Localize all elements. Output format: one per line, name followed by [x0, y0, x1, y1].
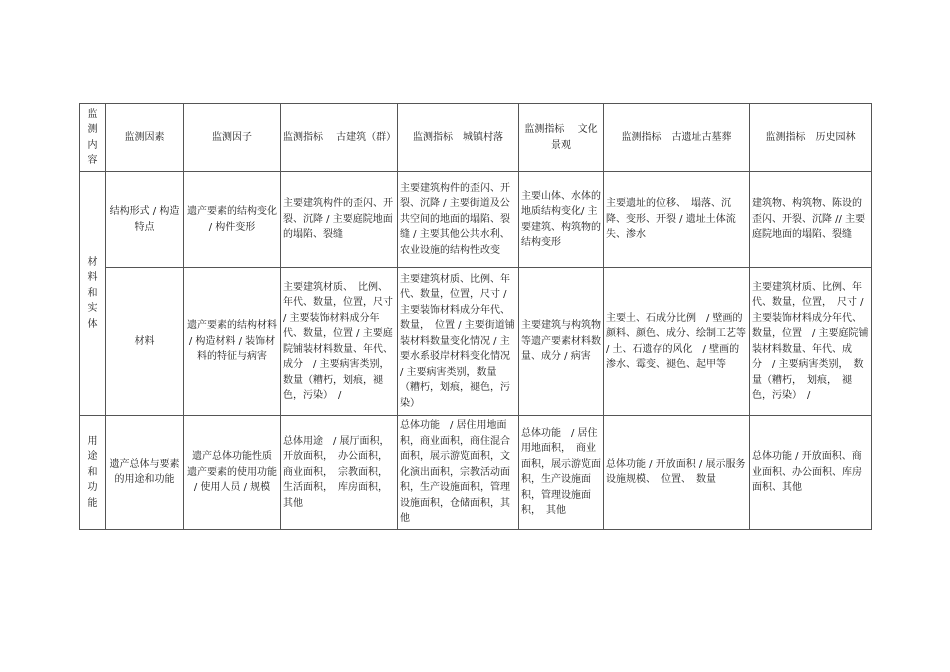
group-label-function: 用途和功能	[80, 416, 106, 530]
cell-towns-villages: 主要建筑构件的歪闪、开裂、沉降 / 主要街道及公共空间的地面的塌陷、裂缝 / 主要其他公共水利、农业设施的结构性改变	[398, 172, 519, 268]
cell-towns-villages: 主要建筑材质、比例、年代、数量，位置，尺寸 / 主要装饰材料成分年代、数量， 位置 / 主要街道铺装材料数量变化情况 / 主要水系驳岸材料变化情况 / 主要病害类别，数量（糟朽，划痕，褪色，污染）	[398, 268, 519, 416]
cell-ancient-buildings: 主要建筑材质、 比例、年代、数量，位置，尺寸 / 主要装饰材料成分年代、数量，位置 / 主要庭院铺装材料数量、年代、成分 / 主要病害类别， 数量（糟朽，划痕，褪色，污染） /	[281, 268, 398, 416]
header-cultural-landscape: 监测指标 文化景观	[519, 104, 604, 172]
header-towns-villages: 监测指标 城镇村落	[398, 104, 519, 172]
cell-sites-tombs: 总体功能 / 开放面积 / 展示服务设施规模、 位置、 数量	[604, 416, 750, 530]
cell-ancient-buildings: 总体用途 / 展厅面积，开放面积， 办公面积，商业面积， 宗教面积，生活面积， 库房面积，其他	[281, 416, 398, 530]
cell-item: 遗产总体功能性质 遗产要素的使用功能 / 使用人员 / 规模	[184, 416, 281, 530]
group-label-material: 材料和实体	[80, 172, 106, 416]
cell-cultural-landscape: 主要建筑与构筑物等遗产要素材料数量、成分 / 病害	[519, 268, 604, 416]
cell-towns-villages: 总体功能 / 居住用地面积，商业面积，商住混合面积，展示游览面积，文化演出面积，宗教活动面积，生产设施面积，管理设施面积，仓储面积，其他	[398, 416, 519, 530]
cell-ancient-buildings: 主要建筑构件的歪闪、开裂、沉降 / 主要庭院地面的塌陷、裂缝	[281, 172, 398, 268]
cell-cultural-landscape: 主要山体、水体的地质结构变化/ 主要建筑、构筑物的结构变形	[519, 172, 604, 268]
cell-factor: 遗产总体与要素的用途和功能	[106, 416, 184, 530]
cell-cultural-landscape: 总体功能 / 居住用地面积， 商业面积，展示游览面积，生产设施面积，管理设施面积， 其他	[519, 416, 604, 530]
table-row	[80, 268, 872, 416]
header-ancient-buildings: 监测指标 古建筑（群）	[281, 104, 398, 172]
cell-item: 遗产要素的结构变化 / 构件变形	[184, 172, 281, 268]
header-row	[80, 104, 872, 172]
header-item: 监测因子	[184, 104, 281, 172]
header-historic-gardens: 监测指标 历史园林	[750, 104, 872, 172]
cell-factor: 材料	[106, 268, 184, 416]
cell-item: 遗产要素的结构材料 / 构造材料 / 装饰材料的特征与病害	[184, 268, 281, 416]
corner-header: 监测内容	[80, 104, 106, 172]
table-row	[80, 172, 872, 268]
cell-factor: 结构形式 / 构造特点	[106, 172, 184, 268]
cell-historic-gardens: 建筑物、构筑物、陈设的歪闪、开裂、沉降 // 主要庭院地面的塌陷、裂缝	[750, 172, 872, 268]
header-sites-tombs: 监测指标 古遗址古墓葬	[604, 104, 750, 172]
cell-sites-tombs: 主要遗址的位移、 塌落、沉降、变形、开裂 / 遗址土体流失、渗水	[604, 172, 750, 268]
table-row	[80, 416, 872, 530]
header-factor: 监测因素	[106, 104, 184, 172]
monitoring-table	[79, 103, 872, 530]
cell-historic-gardens: 总体功能 / 开放面积、商业面积、办公面积、库房面积、其他	[750, 416, 872, 530]
cell-historic-gardens: 主要建筑材质、比例、年代、数量，位置， 尺寸 / 主要装饰材料成分年代、数量，位置 / 主要庭院铺装材料数量、年代、成分 / 主要病害类别， 数量（糟朽， 划痕， 褪色，污染） /	[750, 268, 872, 416]
cell-sites-tombs: 主要土、石成分比例 / 壁画的颜料、颜色、成分、绘制工艺等 / 土、石遗存的风化 / 壁画的渗水、霉变、褪色、起甲等	[604, 268, 750, 416]
